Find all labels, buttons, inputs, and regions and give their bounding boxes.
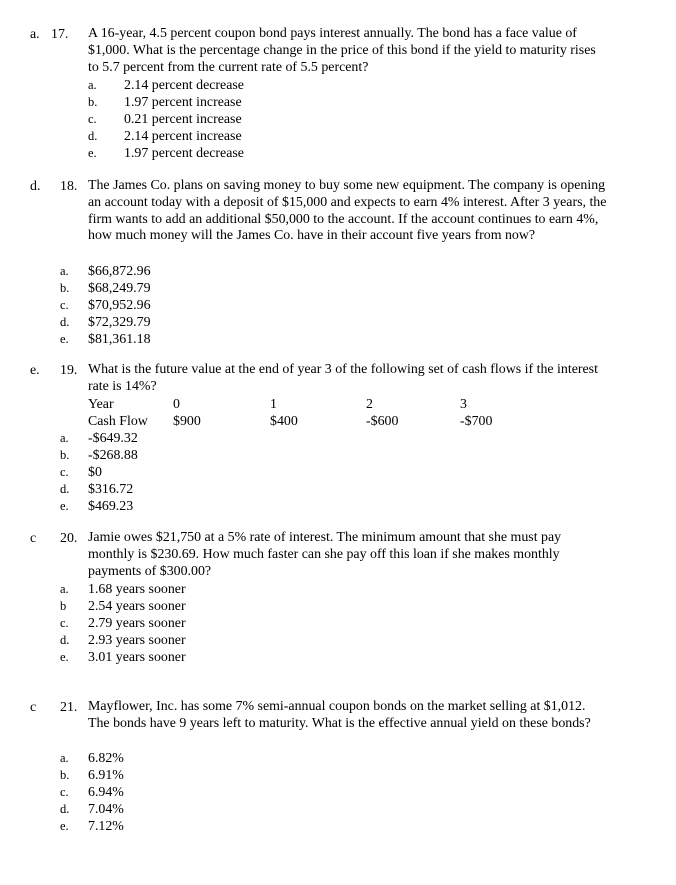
cash-flow-cell: $400	[270, 414, 298, 429]
question-number: 18.	[60, 179, 78, 194]
question-number: 19.	[60, 363, 78, 378]
option-label: e.	[60, 650, 69, 664]
option-label: a.	[60, 264, 69, 278]
answer-key: c	[30, 700, 37, 715]
option-text: $0	[88, 465, 102, 480]
option-text: 0.21 percent increase	[124, 112, 242, 127]
option-text: 2.79 years sooner	[88, 616, 186, 631]
option-label: e.	[60, 819, 69, 833]
option-label: d.	[60, 802, 70, 816]
option-text: 2.14 percent decrease	[124, 78, 244, 93]
option-label: c.	[60, 785, 69, 799]
question-number: 20.	[60, 531, 78, 546]
option-text: $469.23	[88, 499, 134, 514]
option-label: d.	[88, 129, 98, 143]
option-text: 2.14 percent increase	[124, 129, 242, 144]
question-text: What is the future value at the end of year 3 of the following set of cash flows if the interest rate is 14%?	[88, 362, 598, 394]
option-text: $66,872.96	[88, 264, 151, 279]
year-header: Year	[88, 397, 114, 412]
option-text: 7.12%	[88, 819, 124, 834]
option-text: $316.72	[88, 482, 134, 497]
option-label: b.	[60, 448, 70, 462]
year-cell: 2	[366, 397, 373, 412]
cash-flow-cell: -$700	[460, 414, 493, 429]
question-text: Jamie owes $21,750 at a 5% rate of interest. The minimum amount that she must pay monthly is $230.69. How much faster can she pay off this loan if she makes monthly payments of $300.00?	[88, 530, 562, 579]
option-text: 3.01 years sooner	[88, 650, 186, 665]
option-label: c.	[60, 298, 69, 312]
answer-key: a.	[30, 27, 40, 42]
option-label: d.	[60, 315, 70, 329]
option-text: $81,361.18	[88, 332, 151, 347]
cash-flow-header: Cash Flow	[88, 414, 148, 429]
option-label: c.	[88, 112, 97, 126]
option-text: -$649.32	[88, 431, 138, 446]
option-text: 6.82%	[88, 751, 124, 766]
option-label: e.	[60, 332, 69, 346]
year-cell: 1	[270, 397, 277, 412]
option-text: 1.97 percent decrease	[124, 146, 244, 161]
answer-key: d.	[30, 179, 41, 194]
option-label: c.	[60, 465, 69, 479]
option-text: 6.91%	[88, 768, 124, 783]
option-text: 1.97 percent increase	[124, 95, 242, 110]
answer-key: e.	[30, 363, 40, 378]
option-text: $68,249.79	[88, 281, 151, 296]
option-text: $72,329.79	[88, 315, 151, 330]
option-label: e.	[88, 146, 97, 160]
question-text: A 16-year, 4.5 percent coupon bond pays interest annually. The bond has a face value of $1,000. What is the percentage change in the price of this bond if the yield to maturity rises to 5.7 percent from the current rate of 5.5 percent?	[88, 26, 596, 75]
option-label: b	[60, 599, 67, 613]
option-label: d.	[60, 633, 70, 647]
year-cell: 0	[173, 397, 180, 412]
question-number: 17.	[51, 27, 69, 42]
cash-flow-cell: $900	[173, 414, 201, 429]
option-text: -$268.88	[88, 448, 138, 463]
option-label: a.	[60, 751, 69, 765]
option-label: e.	[60, 499, 69, 513]
question-text: The James Co. plans on saving money to buy some new equipment. The company is opening an account today with a deposit of $15,000 and expects to earn 4% interest. After 3 years, the firm wants to add an additional $50,000 to the account. If the account continues to earn 4%, how much money will the James Co. have in their account five years from now?	[88, 178, 607, 244]
option-label: d.	[60, 482, 70, 496]
option-text: 7.04%	[88, 802, 124, 817]
option-text: 2.93 years sooner	[88, 633, 186, 648]
option-text: 2.54 years sooner	[88, 599, 186, 614]
answer-key: c	[30, 531, 37, 546]
question-number: 21.	[60, 700, 78, 715]
option-label: a.	[88, 78, 97, 92]
option-label: b.	[60, 768, 70, 782]
option-label: c.	[60, 616, 69, 630]
option-label: b.	[60, 281, 70, 295]
option-text: 1.68 years sooner	[88, 582, 186, 597]
option-label: a.	[60, 431, 69, 445]
option-text: $70,952.96	[88, 298, 151, 313]
option-label: a.	[60, 582, 69, 596]
cash-flow-cell: -$600	[366, 414, 399, 429]
option-text: 6.94%	[88, 785, 124, 800]
year-cell: 3	[460, 397, 467, 412]
option-label: b.	[88, 95, 98, 109]
question-text: Mayflower, Inc. has some 7% semi-annual coupon bonds on the market selling at $1,012. The bonds have 9 years left to maturity. What is the effective annual yield on these bonds?	[88, 699, 591, 731]
